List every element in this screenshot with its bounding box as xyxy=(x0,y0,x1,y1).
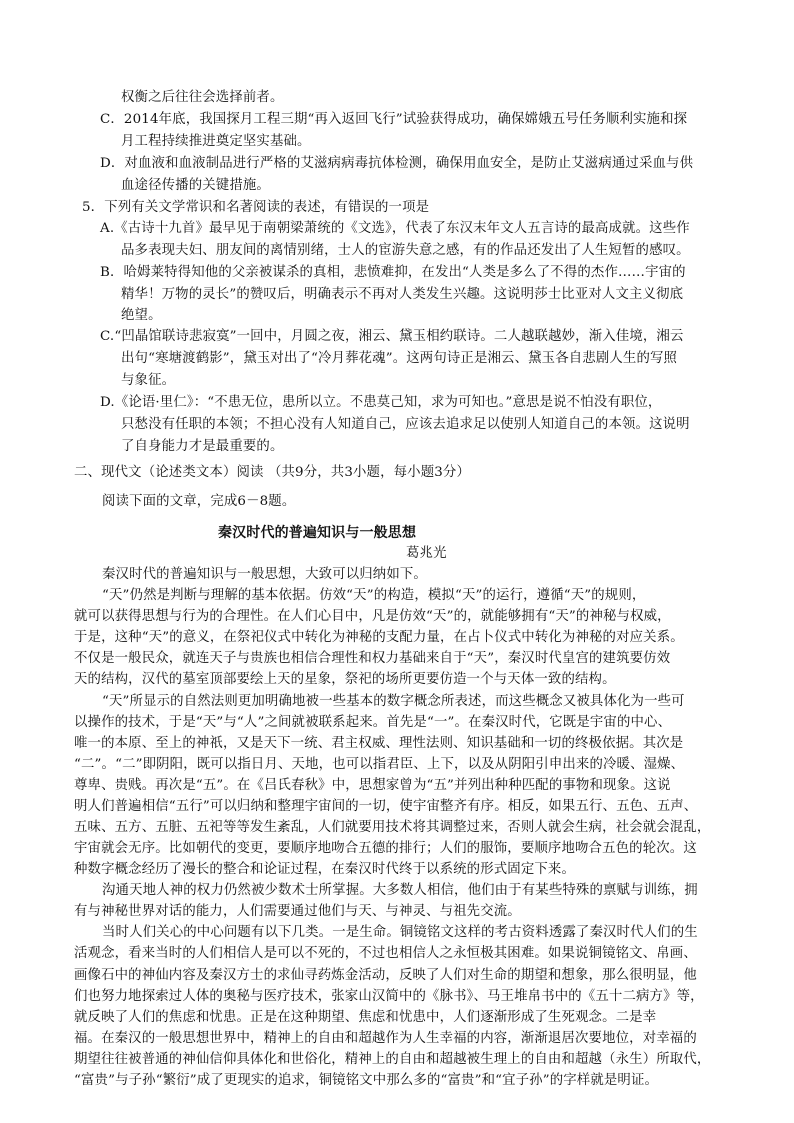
section-heading: 二、现代文（论述类文本）阅读 （共9分，共3小题，每小题3分） xyxy=(74,465,471,480)
instruction-line: 阅读下面的文章，完成6－8题。 xyxy=(102,494,296,509)
question-5: 5．下列有关文学常识和名著阅读的表述，有错误的一项是 xyxy=(82,200,430,215)
paragraph-line: 活观念，看来当时的人们相信人是可以不死的，不过也相信人之永恒极其困难。如果说铜镜铭文、帛画、 xyxy=(74,946,697,961)
paragraph-line: 沟通天地人神的权力仍然被少数术士所掌握。大多数人相信，他们由于有某些特殊的禀赋与训练，拥 xyxy=(102,883,698,898)
text-line: 品多表现夫妇、朋友间的离情别绪，士人的宦游失意之感，有的作品还发出了人生短暂的感叹。 xyxy=(121,243,690,258)
paragraph-line: 们也努力地探索过人体的奥秘与医疗技术，张家山汉简中的《脉书》、马王堆帛书中的《五十二病方》等， xyxy=(74,989,704,1004)
article-title: 秦汉时代的普遍知识与一般思想 xyxy=(218,525,417,541)
option-a-line: A.《古诗十九首》最早见于南朝梁萧统的《文选》，代表了东汉末年文人五言诗的最高成就。这些作 xyxy=(100,221,690,236)
paragraph-line: 就可以获得思想与行为的合理性。在人们心目中，凡是仿效“天”的，就能够拥有“天”的神秘与权威， xyxy=(74,609,671,624)
text-line: 出句“寒塘渡鹤影”，黛玉对出了“冷月葬花魂”。这两句诗正是湘云、黛玉各自悲剧人生的写照 xyxy=(121,351,678,366)
paragraph-line: 秦汉时代的普遍知识与一般思想，大致可以归纳如下。 xyxy=(102,567,427,582)
paragraph-line: 天的结构，汉代的墓室顶部要绘上天的星象，祭祀的场所更要仿造一个与天体一致的结构。 xyxy=(74,672,616,687)
paragraph-line: 期望往往被普通的神仙信仰具体化和世俗化，精神上的自由和超越被生理上的自由和超越（永生）所取代， xyxy=(74,1052,711,1067)
text-line: 绝望。 xyxy=(121,308,162,323)
paragraph-line: “二”。“二”即阴阳，既可以指日月、天地，也可以指君臣、上下，以及从阴阳引申出来的冷暖、湿燥、 xyxy=(74,757,685,772)
paragraph-line: 有与神秘世界对话的能力，人们需要通过他们与天、与神灵、与祖先交流。 xyxy=(74,904,521,919)
paragraph-line: 宇宙就会无序。比如朝代的变更，要顺序地吻合五德的排行；人们的服饰，要顺序地吻合五色的轮次。这 xyxy=(74,841,697,856)
paragraph-line: 就反映了人们的焦虑和忧患。正是在这种期望、焦虑和忧患中，人们逐渐形成了生死观念。二是幸 xyxy=(74,1010,657,1025)
text-line: 权衡之后往往会选择前者。 xyxy=(121,90,284,105)
text-line: 与象征。 xyxy=(121,373,176,388)
paragraph-line: 画像石中的神仙内容及秦汉方士的求仙寻药炼金活动，反映了人们对生命的期望和想象，那么很明显，他 xyxy=(74,968,697,983)
paragraph-line: “天”所显示的自然法则更加明确地被一些基本的数字概念所表述，而这些概念又被具体化为一些可 xyxy=(102,694,685,709)
article-author: 葛兆光 xyxy=(406,546,447,561)
option-c-line: C．2014年底，我国探月工程三期“再入返回飞行”试验获得成功，确保嫦娥五号任务顺利实施和探 xyxy=(100,112,688,127)
paragraph-line: “富贵”与子孙“繁衍”成了更现实的追求，铜镜铭文中那么多的“富贵”和“宜子孙”的字样就是明证。 xyxy=(74,1073,659,1088)
text-line: 血途径传播的关键措施。 xyxy=(121,178,270,193)
paragraph-line: 唯一的本原、至上的神祇，又是天下一统、君主权威、理性法则、知识基础和一切的终极依据。其次是 xyxy=(74,736,684,751)
paragraph-line: 以操作的技术，于是“天”与“人”之间就被联系起来。首先是“一”。在秦汉时代，它既是宇宙的中心、 xyxy=(74,715,672,730)
text-line: 精华！万物的灵长”的赞叹后，明确表示不再对人类发生兴趣。这说明莎士比亚对人文主义彻底 xyxy=(121,287,684,302)
paragraph-line: 不仅是一般民众，就连天子与贵族也相信合理性和权力基础来自于“天”，秦汉时代皇宫的建筑要仿效 xyxy=(74,651,671,666)
option-d-line: D.《论语·里仁》：“不患无位，患所以立。不患莫己知，求为可知也。”意思是说不怕没有职位， xyxy=(100,395,662,410)
paragraph-line: 明人们普遍相信“五行”可以归纳和整理宇宙间的一切，使宇宙整齐有序。相反，如果五行、五色、五声、 xyxy=(74,799,698,814)
option-b-line: B．哈姆莱特得知他的父亲被谋杀的真相，悲愤难抑，在发出“人类是多么了不得的杰作……宇宙的 xyxy=(100,265,686,280)
option-c-line: C.“凹晶馆联诗悲寂寞”一回中，月圆之夜，湘云、黛玉相约联诗。二人越联越妙，渐入佳境，湘云 xyxy=(100,329,684,344)
paragraph-line: 种数字概念经历了漫长的整合和论证过程，在秦汉时代终于以系统的形式固定下来。 xyxy=(74,862,576,877)
paragraph-line: 于是，这种“天”的意义，在祭祀仪式中转化为神秘的支配力量，在占卜仪式中转化为神秘的对应关系。 xyxy=(74,630,684,645)
paragraph-line: 福。在秦汉的一般思想世界中，精神上的自由和超越作为人生幸福的内容，渐渐退居次要地位，对幸福的 xyxy=(74,1031,697,1046)
paragraph-line: 五味、五方、五脏、五祀等等发生紊乱，人们就要用技术将其调整过来，否则人就会生病，社会就会混乱， xyxy=(74,820,711,835)
paragraph-line: 尊卑、贵贱。再次是“五”。在《吕氏春秋》中，思想家曾为“五”并列出种种匹配的事物和现象。这说 xyxy=(74,778,671,793)
text-line: 了自身能力才是最重要的。 xyxy=(121,439,284,454)
text-line: 只愁没有任职的本领；不担心没有人知道自己，应该去追求足以使别人知道自己的本领。这说明 xyxy=(121,417,690,432)
text-line: 月工程持续推进奠定坚实基础。 xyxy=(121,134,311,149)
paragraph-line: “天”仍然是判断与理解的基本依据。仿效“天”的构造，模拟“天”的运行，遵循“天”的规则， xyxy=(102,588,646,603)
option-d-line: D．对血液和血液制品进行严格的艾滋病病毒抗体检测，确保用血安全，是防止艾滋病通过采血与供 xyxy=(100,156,694,171)
paragraph-line: 当时人们关心的中心问题有以下几类。一是生命。铜镜铭文这样的考古资料透露了秦汉时代人们的生 xyxy=(102,925,698,940)
